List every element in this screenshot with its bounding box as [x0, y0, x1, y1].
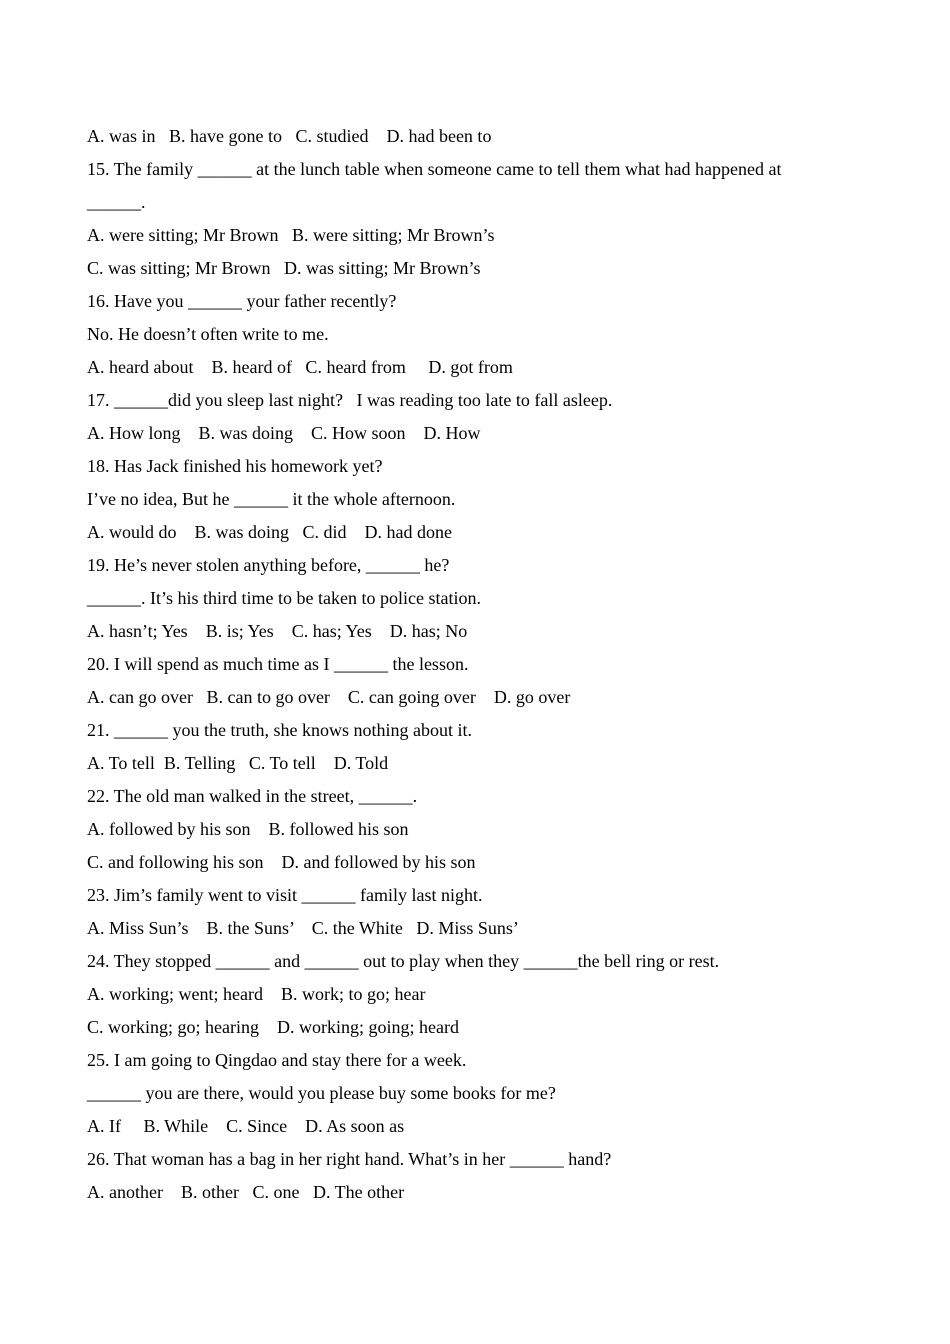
text-line: 15. The family ______ at the lunch table when someone came to tell them what had happened at	[87, 159, 782, 179]
text-line: ______. It’s his third time to be taken to police station.	[87, 588, 481, 608]
text-line: 26. That woman has a bag in her right hand. What’s in her ______ hand?	[87, 1149, 612, 1169]
text-line: 25. I am going to Qingdao and stay there for a week.	[87, 1050, 467, 1070]
text-line: A. How long B. was doing C. How soon D. How	[87, 423, 481, 443]
text-line: A. Miss Sun’s B. the Suns’ C. the White D. Miss Suns’	[87, 918, 519, 938]
text-line: 21. ______ you the truth, she knows nothing about it.	[87, 720, 472, 740]
text-line: No. He doesn’t often write to me.	[87, 324, 329, 344]
text-line: 17. ______did you sleep last night? I was reading too late to fall asleep.	[87, 390, 613, 410]
text-line: A. can go over B. can to go over C. can going over D. go over	[87, 687, 571, 707]
text-line: A. working; went; heard B. work; to go; hear	[87, 984, 426, 1004]
text-line: 23. Jim’s family went to visit ______ family last night.	[87, 885, 483, 905]
text-line: 19. He’s never stolen anything before, ______ he?	[87, 555, 450, 575]
text-line: A. To tell B. Telling C. To tell D. Told	[87, 753, 389, 773]
text-line: 16. Have you ______ your father recently?	[87, 291, 397, 311]
text-line: A. was in B. have gone to C. studied D. had been to	[87, 126, 492, 146]
text-line: ______ you are there, would you please buy some books for me?	[87, 1083, 556, 1103]
text-line: A. If B. While C. Since D. As soon as	[87, 1116, 405, 1136]
text-line: I’ve no idea, But he ______ it the whole afternoon.	[87, 489, 456, 509]
text-line: 24. They stopped ______ and ______ out to play when they ______the bell ring or rest.	[87, 951, 720, 971]
text-line: A. followed by his son B. followed his son	[87, 819, 409, 839]
text-line: C. working; go; hearing D. working; going; heard	[87, 1017, 459, 1037]
text-line: A. hasn’t; Yes B. is; Yes C. has; Yes D. has; No	[87, 621, 468, 641]
text-line: C. and following his son D. and followed by his son	[87, 852, 476, 872]
text-line: 18. Has Jack finished his homework yet?	[87, 456, 383, 476]
text-line: C. was sitting; Mr Brown D. was sitting; Mr Brown’s	[87, 258, 481, 278]
text-line: ______.	[87, 192, 146, 212]
text-line: A. another B. other C. one D. The other	[87, 1182, 405, 1202]
text-line: 22. The old man walked in the street, ______.	[87, 786, 418, 806]
text-line: A. heard about B. heard of C. heard from D. got from	[87, 357, 513, 377]
text-line: 20. I will spend as much time as I ______ the lesson.	[87, 654, 469, 674]
text-line: A. were sitting; Mr Brown B. were sitting; Mr Brown’s	[87, 225, 495, 245]
question-list	[87, 122, 877, 1211]
text-line: A. would do B. was doing C. did D. had done	[87, 522, 452, 542]
